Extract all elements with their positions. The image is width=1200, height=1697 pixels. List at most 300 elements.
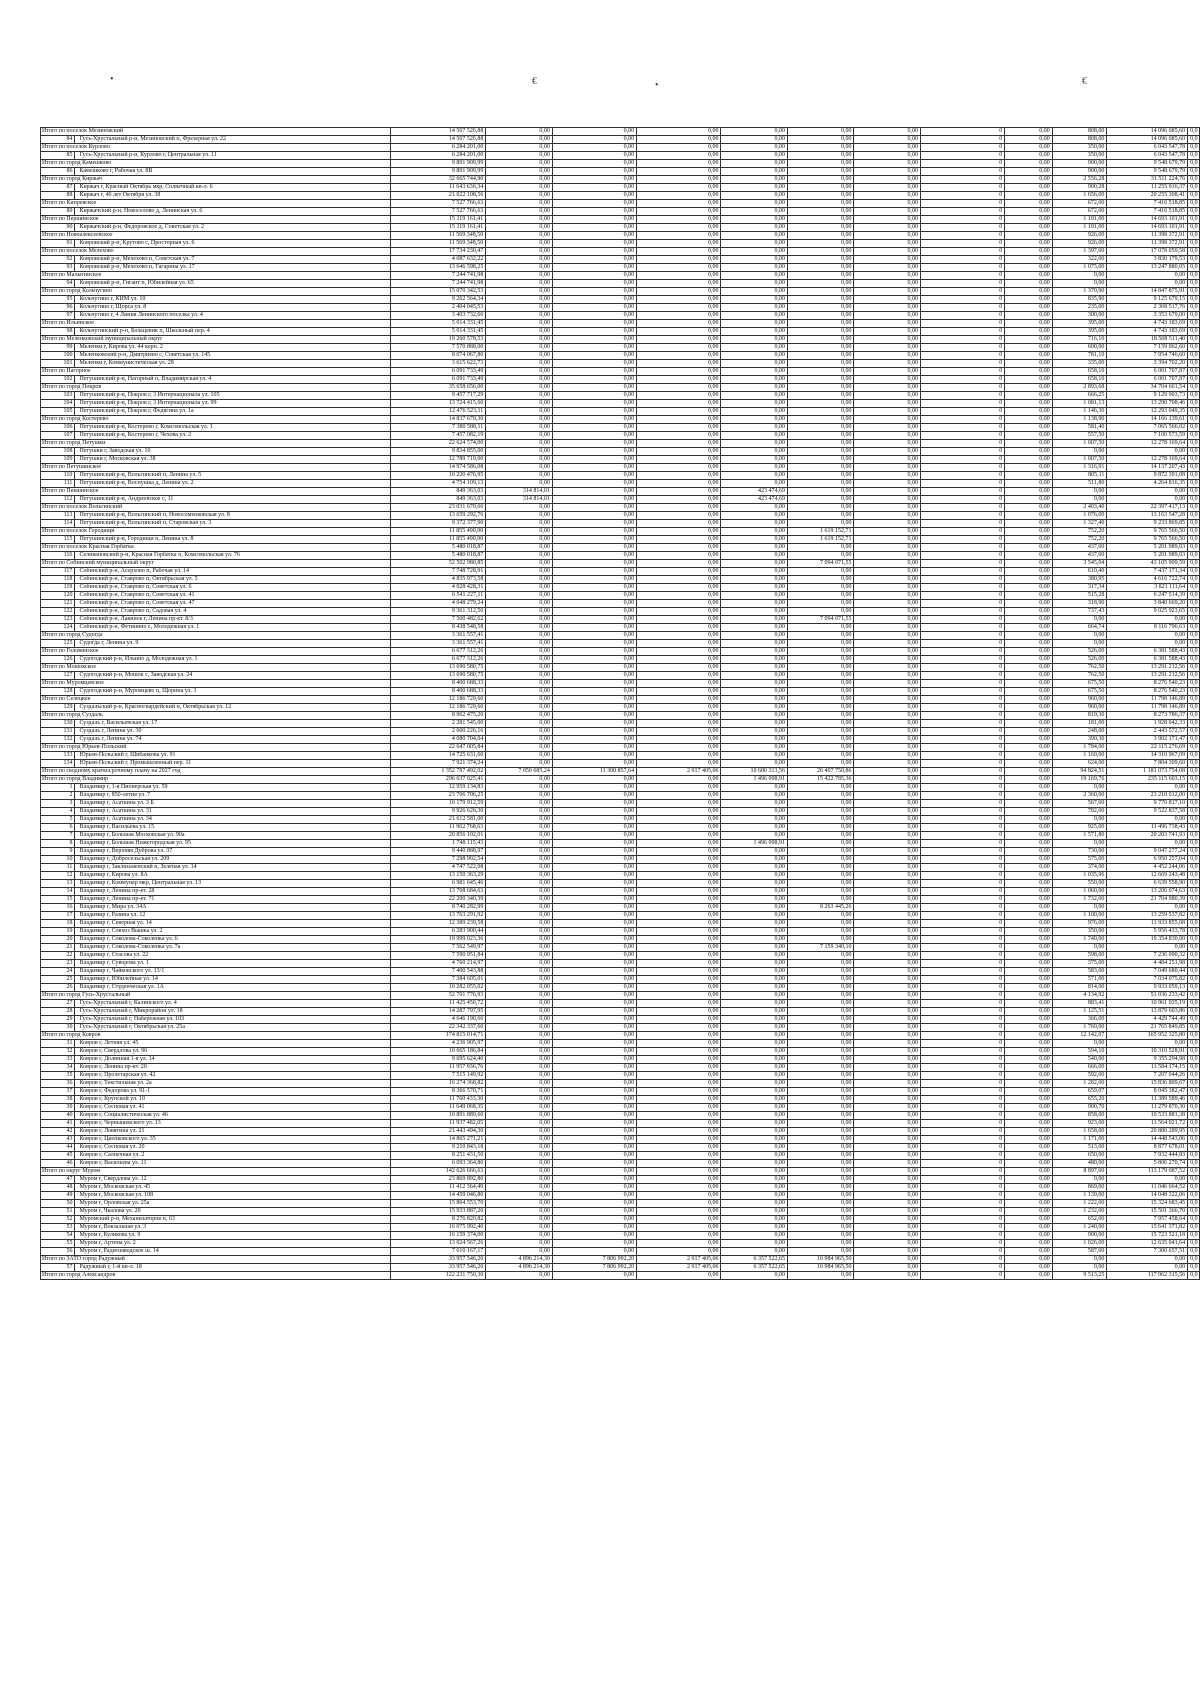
value-cell: 0,0 xyxy=(1188,360,1200,368)
value-cell: 0,00 xyxy=(637,1184,721,1192)
value-cell: 4 452 244,06 xyxy=(1107,864,1188,872)
value-cell: 0,00 xyxy=(854,168,921,176)
value-cell: 0,00 xyxy=(787,800,854,808)
value-cell: 0,00 xyxy=(854,1024,921,1032)
value-cell: 0,00 xyxy=(721,856,788,864)
value-cell: 14 974 586,08 xyxy=(391,464,486,472)
value-cell: 11 933 855,08 xyxy=(1107,920,1188,928)
value-cell: 5 014 331,45 xyxy=(391,328,486,336)
value-cell: 9 262 564,34 xyxy=(391,296,486,304)
row-number: 42 xyxy=(41,1128,75,1136)
value-cell: 142 626 666,63 xyxy=(391,1168,486,1176)
value-cell: 762,50 xyxy=(1052,664,1107,672)
table-row xyxy=(41,1088,1200,1096)
value-cell: 0 xyxy=(920,592,1004,600)
value-cell: 0,00 xyxy=(552,456,636,464)
value-cell: 0,00 xyxy=(1005,144,1053,152)
row-address: Владимир г, Коммунар мкр, Центральная ул. 13 xyxy=(75,880,391,888)
value-cell: 0 xyxy=(920,440,1004,448)
value-cell: 0,00 xyxy=(721,1112,788,1120)
value-cell: 0,00 xyxy=(637,928,721,936)
value-cell: 1 138,90 xyxy=(1052,416,1107,424)
value-cell: 0,00 xyxy=(486,1096,553,1104)
value-cell: 0,00 xyxy=(637,288,721,296)
value-cell: 317,34 xyxy=(1052,584,1107,592)
subtotal-row xyxy=(41,1272,1200,1280)
row-address: Владимир г, Студенческая ул. 1А xyxy=(75,984,391,992)
table-row xyxy=(41,896,1200,904)
value-cell: 0,00 xyxy=(486,608,553,616)
value-cell: 0,00 xyxy=(552,264,636,272)
value-cell: 0,00 xyxy=(637,984,721,992)
value-cell: 0,00 xyxy=(854,208,921,216)
value-cell: 0,00 xyxy=(1005,624,1053,632)
value-cell: 0,00 xyxy=(721,280,788,288)
value-cell: 0,00 xyxy=(486,336,553,344)
value-cell: 0,00 xyxy=(787,144,854,152)
row-number: 119 xyxy=(41,584,75,592)
value-cell: 0,00 xyxy=(552,704,636,712)
value-cell: 0,0 xyxy=(1188,1104,1200,1112)
value-cell: 0,00 xyxy=(854,904,921,912)
value-cell: 0,00 xyxy=(552,1216,636,1224)
value-cell: 7 527 766,63 xyxy=(391,208,486,216)
row-number: 107 xyxy=(41,432,75,440)
value-cell: 0,00 xyxy=(854,968,921,976)
table-row xyxy=(41,576,1200,584)
value-cell: 0,00 xyxy=(1052,616,1107,624)
value-cell: 0,00 xyxy=(787,480,854,488)
value-cell: 0,00 xyxy=(721,664,788,672)
value-cell: 0,00 xyxy=(721,800,788,808)
subtotal-row xyxy=(41,1032,1200,1040)
value-cell: 0 xyxy=(920,1152,1004,1160)
row-address: Гусь-Хрустальный р-н, Мезиновский п, Фрезерная ул. 22 xyxy=(75,136,391,144)
value-cell: 0,00 xyxy=(1005,952,1053,960)
value-cell: 0,00 xyxy=(552,1272,636,1280)
value-cell: 0,00 xyxy=(721,752,788,760)
value-cell: 0,00 xyxy=(486,512,553,520)
value-cell: 0,00 xyxy=(552,1232,636,1240)
table-row xyxy=(41,536,1200,544)
value-cell: 11 564 021,72 xyxy=(1107,1120,1188,1128)
value-cell: 0,0 xyxy=(1188,240,1200,248)
value-cell: 0,00 xyxy=(1005,1152,1053,1160)
value-cell: 0,00 xyxy=(1005,264,1053,272)
row-number: 124 xyxy=(41,624,75,632)
value-cell: 0,00 xyxy=(486,1168,553,1176)
table-row xyxy=(41,872,1200,880)
value-cell: 869,00 xyxy=(1052,1184,1107,1192)
value-cell: 0,00 xyxy=(486,504,553,512)
value-cell: 4 264 816,35 xyxy=(1107,480,1188,488)
value-cell: 7 298 992,54 xyxy=(391,856,486,864)
subtotal-row xyxy=(41,504,1200,512)
value-cell: 0,00 xyxy=(552,624,636,632)
value-cell: 0,00 xyxy=(721,232,788,240)
value-cell: 0,00 xyxy=(1005,640,1053,648)
table-body xyxy=(41,128,1200,1280)
value-cell: 0,0 xyxy=(1188,744,1200,752)
value-cell: 0,00 xyxy=(1005,880,1053,888)
value-cell: 0,00 xyxy=(637,1240,721,1248)
value-cell: 0,00 xyxy=(552,528,636,536)
value-cell: 9 440 888,97 xyxy=(391,848,486,856)
row-address: Владимир г, Кирова ул. 8А xyxy=(75,872,391,880)
value-cell: 1 181 073 754,08 xyxy=(1107,768,1188,776)
value-cell: 0,00 xyxy=(721,504,788,512)
value-cell: 0,00 xyxy=(854,560,921,568)
value-cell: 0,00 xyxy=(1005,240,1053,248)
value-cell: 0,00 xyxy=(787,752,854,760)
value-cell: 0,00 xyxy=(1005,1056,1053,1064)
subtotal-row xyxy=(41,384,1200,392)
value-cell: 0 xyxy=(920,352,1004,360)
value-cell: 0,00 xyxy=(854,704,921,712)
value-cell: 1 160,00 xyxy=(1052,752,1107,760)
value-cell: 0,00 xyxy=(854,816,921,824)
value-cell: 0 xyxy=(920,624,1004,632)
value-cell: 0,0 xyxy=(1188,888,1200,896)
value-cell: 0,00 xyxy=(854,464,921,472)
value-cell: 0,00 xyxy=(552,1056,636,1064)
row-address: Ковров г, Чернышевского ул. 13 xyxy=(75,1120,391,1128)
value-cell: 0,00 xyxy=(854,824,921,832)
value-cell: 94 824,51 xyxy=(1052,768,1107,776)
value-cell: 0,00 xyxy=(637,312,721,320)
value-cell: 0,00 xyxy=(552,1192,636,1200)
value-cell: 0 xyxy=(920,808,1004,816)
value-cell: 11 649 068,35 xyxy=(391,1104,486,1112)
value-cell: 0,00 xyxy=(486,920,553,928)
value-cell: 0,00 xyxy=(552,1176,636,1184)
value-cell: 0,00 xyxy=(637,264,721,272)
table-row xyxy=(41,1176,1200,1184)
value-cell: 0,00 xyxy=(552,216,636,224)
value-cell: 0,00 xyxy=(854,440,921,448)
value-cell: 0 xyxy=(920,328,1004,336)
value-cell: 0 xyxy=(920,1136,1004,1144)
value-cell: 0,00 xyxy=(721,816,788,824)
value-cell: 0,00 xyxy=(1005,472,1053,480)
value-cell: 0,00 xyxy=(854,1168,921,1176)
value-cell: 8 263 445,26 xyxy=(787,904,854,912)
value-cell: 0,00 xyxy=(1107,816,1188,824)
value-cell: 0,00 xyxy=(486,560,553,568)
value-cell: 1 928 042,33 xyxy=(1107,720,1188,728)
value-cell: 0,00 xyxy=(486,168,553,176)
value-cell: 0,00 xyxy=(721,432,788,440)
subtotal-row xyxy=(41,632,1200,640)
value-cell: 0 xyxy=(920,680,1004,688)
value-cell: 9 933 059,13 xyxy=(1107,984,1188,992)
value-cell: 9 891 909,99 xyxy=(391,160,486,168)
value-cell: 0,00 xyxy=(1005,432,1053,440)
row-number: 92 xyxy=(41,256,75,264)
value-cell: 1 076,00 xyxy=(1052,512,1107,520)
value-cell: 0,00 xyxy=(1005,176,1053,184)
row-address: Муром г, Куликова ул. 9 xyxy=(75,1232,391,1240)
value-cell: 1 370,90 xyxy=(1052,288,1107,296)
value-cell: 0,00 xyxy=(552,432,636,440)
value-cell: 0,00 xyxy=(787,848,854,856)
value-cell: 762,50 xyxy=(1052,672,1107,680)
value-cell: 900,00 xyxy=(1052,168,1107,176)
row-number: 105 xyxy=(41,408,75,416)
row-name: Итого по Кипревское xyxy=(41,200,391,208)
value-cell: 0,0 xyxy=(1188,1096,1200,1104)
row-address: Владимир г, Большая Нижегородская ул. 95 xyxy=(75,840,391,848)
value-cell: 0 xyxy=(920,848,1004,856)
value-cell: 0,00 xyxy=(1005,888,1053,896)
value-cell: 2 281 545,00 xyxy=(391,720,486,728)
value-cell: 3 840 669,20 xyxy=(1107,600,1188,608)
row-number: 48 xyxy=(41,1184,75,1192)
row-name: Итого по Першинское xyxy=(41,216,391,224)
value-cell: 0,00 xyxy=(486,248,553,256)
value-cell: 0,00 xyxy=(552,968,636,976)
value-cell: 666,00 xyxy=(1052,1064,1107,1072)
value-cell: 0,0 xyxy=(1188,904,1200,912)
value-cell: 0,0 xyxy=(1188,824,1200,832)
value-cell: 0,00 xyxy=(637,232,721,240)
value-cell: 0,00 xyxy=(1005,664,1053,672)
value-cell: 0,00 xyxy=(486,384,553,392)
value-cell: 0,00 xyxy=(721,144,788,152)
value-cell: 7 034 075,82 xyxy=(1107,976,1188,984)
value-cell: 4 835 973,58 xyxy=(391,576,486,584)
value-cell: 0,00 xyxy=(1005,552,1053,560)
value-cell: 0,00 xyxy=(486,408,553,416)
value-cell: 0,0 xyxy=(1188,264,1200,272)
value-cell: 5 201 989,03 xyxy=(1107,552,1188,560)
value-cell: 4 754 109,13 xyxy=(391,480,486,488)
value-cell: 0,00 xyxy=(637,888,721,896)
table-row xyxy=(41,1136,1200,1144)
value-cell: 0,00 xyxy=(486,304,553,312)
value-cell: 9 548 679,79 xyxy=(1107,168,1188,176)
value-cell: 0,00 xyxy=(854,888,921,896)
row-address: Владимир г, Совхоз Вышка ул. 2 xyxy=(75,928,391,936)
value-cell: 0,00 xyxy=(787,264,854,272)
value-cell: 0,00 xyxy=(721,392,788,400)
value-cell: 0,00 xyxy=(552,1064,636,1072)
value-cell: 0,0 xyxy=(1188,784,1200,792)
value-cell: 0,00 xyxy=(637,496,721,504)
value-cell: 0,00 xyxy=(1005,688,1053,696)
row-address: Суздаль г, Васильевская ул. 17 xyxy=(75,720,391,728)
value-cell: 0,00 xyxy=(854,552,921,560)
value-cell: 0,00 xyxy=(854,568,921,576)
value-cell: 0,00 xyxy=(721,584,788,592)
row-number: 52 xyxy=(41,1216,75,1224)
value-cell: 0,00 xyxy=(854,248,921,256)
value-cell: 1 748 115,43 xyxy=(391,840,486,848)
row-address: Киржачский р-н, Федоровское д, Советская ул. 2 xyxy=(75,224,391,232)
value-cell: 0,00 xyxy=(1005,728,1053,736)
value-cell: 0,00 xyxy=(1107,272,1188,280)
value-cell: 8 366 570,71 xyxy=(391,1088,486,1096)
value-cell: 0,00 xyxy=(552,696,636,704)
table-row xyxy=(41,256,1200,264)
value-cell: 1 619 152,71 xyxy=(787,536,854,544)
subtotal-row xyxy=(41,248,1200,256)
value-cell: 0,00 xyxy=(787,184,854,192)
value-cell: 0,00 xyxy=(854,672,921,680)
value-cell: 20 856 102,01 xyxy=(391,832,486,840)
value-cell: 900,70 xyxy=(1052,1104,1107,1112)
value-cell: 0,0 xyxy=(1188,392,1200,400)
value-cell: 0 xyxy=(920,1160,1004,1168)
value-cell: 0,00 xyxy=(854,640,921,648)
value-cell: 0,00 xyxy=(721,712,788,720)
value-cell: 0,0 xyxy=(1188,232,1200,240)
value-cell: 0,00 xyxy=(787,1040,854,1048)
value-cell: 0 xyxy=(920,544,1004,552)
row-name: Итого по Меленковский муниципальный округ xyxy=(41,336,391,344)
table-row xyxy=(41,1000,1200,1008)
value-cell: 0,00 xyxy=(854,512,921,520)
value-cell: 0,00 xyxy=(637,680,721,688)
value-cell: 0,00 xyxy=(787,936,854,944)
value-cell: 0,00 xyxy=(637,1120,721,1128)
row-address: Муром г, Свердлова ул. 12 xyxy=(75,1176,391,1184)
value-cell: 0 xyxy=(920,856,1004,864)
value-cell: 5 806 270,74 xyxy=(1107,1160,1188,1168)
value-cell: 7 380 588,11 xyxy=(391,424,486,432)
value-cell: 0,00 xyxy=(721,176,788,184)
value-cell: 0,00 xyxy=(1005,1024,1053,1032)
value-cell: 0,0 xyxy=(1188,968,1200,976)
subtotal-row xyxy=(41,288,1200,296)
table-row xyxy=(41,976,1200,984)
value-cell: 0,00 xyxy=(637,464,721,472)
value-cell: 0,00 xyxy=(637,664,721,672)
value-cell: 0,00 xyxy=(787,1056,854,1064)
value-cell: 0,00 xyxy=(552,1224,636,1232)
value-cell: 0,0 xyxy=(1188,320,1200,328)
value-cell: 0,00 xyxy=(1005,704,1053,712)
value-cell: 10 179 912,59 xyxy=(391,800,486,808)
value-cell: 0,00 xyxy=(486,1024,553,1032)
value-cell: 0,0 xyxy=(1188,664,1200,672)
row-address: Кольчугино г, КИМ ул. 10 xyxy=(75,296,391,304)
table-row xyxy=(41,1120,1200,1128)
value-cell: 0,00 xyxy=(854,1104,921,1112)
value-cell: 0,00 xyxy=(486,1128,553,1136)
value-cell: 14 096 085,60 xyxy=(1107,136,1188,144)
row-address: Гусь-Хрустальный р-н, Курлово г, Центральная ул. 11 xyxy=(75,152,391,160)
value-cell: 0 xyxy=(920,640,1004,648)
row-address: Судогодский р-н, Муромцево п, Щорина ул. 3 xyxy=(75,688,391,696)
value-cell: 0,00 xyxy=(552,864,636,872)
value-cell: 13 163 547,28 xyxy=(1107,512,1188,520)
value-cell: 11 798 146,89 xyxy=(1107,704,1188,712)
value-cell: 0 xyxy=(920,1112,1004,1120)
value-cell: 664,74 xyxy=(1052,624,1107,632)
value-cell: 13 150 363,29 xyxy=(391,872,486,880)
value-cell: 6 541 227,11 xyxy=(391,592,486,600)
value-cell: 5 201 989,03 xyxy=(1107,544,1188,552)
value-cell: 0 xyxy=(920,880,1004,888)
value-cell: 0,00 xyxy=(486,840,553,848)
value-cell: 2 403,40 xyxy=(1052,504,1107,512)
value-cell: 0,00 xyxy=(1005,192,1053,200)
value-cell: 655,20 xyxy=(1052,1096,1107,1104)
value-cell: 0,00 xyxy=(637,920,721,928)
row-number: 106 xyxy=(41,424,75,432)
value-cell: 0,00 xyxy=(854,216,921,224)
value-cell: 1 146,30 xyxy=(1052,408,1107,416)
value-cell: 3 394 702,20 xyxy=(1107,360,1188,368)
value-cell: 14 725 631,60 xyxy=(391,752,486,760)
value-cell: 0,0 xyxy=(1188,288,1200,296)
value-cell: 21 022 108,56 xyxy=(391,192,486,200)
value-cell: 598,00 xyxy=(1052,952,1107,960)
value-cell: 0,00 xyxy=(1005,1160,1053,1168)
value-cell: 575,00 xyxy=(1052,856,1107,864)
value-cell: 4 080 704,04 xyxy=(391,736,486,744)
value-cell: 849 363,03 xyxy=(391,496,486,504)
table-row xyxy=(41,608,1200,616)
table-row xyxy=(41,616,1200,624)
value-cell: 0,00 xyxy=(787,1104,854,1112)
value-cell: 0,00 xyxy=(787,344,854,352)
value-cell: 0,00 xyxy=(637,824,721,832)
row-address: Петушинский р-н, Вольгинский п, Старовская ул. 3 xyxy=(75,520,391,528)
value-cell: 10 891 889,60 xyxy=(391,1112,486,1120)
value-cell: 4 087 632,22 xyxy=(391,256,486,264)
row-address: Муром г, Радиозаводское ш. 14 xyxy=(75,1248,391,1256)
value-cell: 14 048 322,06 xyxy=(1107,1192,1188,1200)
value-cell: 0,0 xyxy=(1188,848,1200,856)
value-cell: 0,0 xyxy=(1188,1056,1200,1064)
value-cell: 0,00 xyxy=(787,544,854,552)
value-cell: 0,00 xyxy=(1005,824,1053,832)
value-cell: 0,00 xyxy=(721,592,788,600)
value-cell: 0,00 xyxy=(552,616,636,624)
value-cell: 7 527 766,63 xyxy=(391,200,486,208)
row-address: Владимир г, Юбилейная ул. 14 xyxy=(75,976,391,984)
value-cell: 3 902 171,47 xyxy=(1107,736,1188,744)
value-cell: 0 xyxy=(920,504,1004,512)
value-cell: 0,00 xyxy=(721,1064,788,1072)
value-cell: 0,00 xyxy=(854,544,921,552)
value-cell: 0,00 xyxy=(721,208,788,216)
value-cell: 0,00 xyxy=(721,688,788,696)
value-cell: 7 236 090,32 xyxy=(1107,952,1188,960)
value-cell: 0,00 xyxy=(854,944,921,952)
value-cell: 14 837 670,30 xyxy=(391,416,486,424)
value-cell: 0,00 xyxy=(486,872,553,880)
value-cell: 0,00 xyxy=(1052,1040,1107,1048)
row-number: 53 xyxy=(41,1224,75,1232)
value-cell: 4 743 183,69 xyxy=(1107,328,1188,336)
value-cell: 0,0 xyxy=(1188,960,1200,968)
table-row xyxy=(41,168,1200,176)
value-cell: 7 400 543,88 xyxy=(391,968,486,976)
value-cell: 0,00 xyxy=(637,528,721,536)
value-cell: 0,0 xyxy=(1188,984,1200,992)
row-number: 88 xyxy=(41,192,75,200)
value-cell: 0,00 xyxy=(721,1128,788,1136)
value-cell: 7 094 071,55 xyxy=(787,560,854,568)
value-cell: 1 007,50 xyxy=(1052,456,1107,464)
value-cell: 14 507 526,88 xyxy=(391,136,486,144)
value-cell: 0,0 xyxy=(1188,1072,1200,1080)
value-cell: 0,0 xyxy=(1188,536,1200,544)
value-cell: 0,00 xyxy=(486,536,553,544)
